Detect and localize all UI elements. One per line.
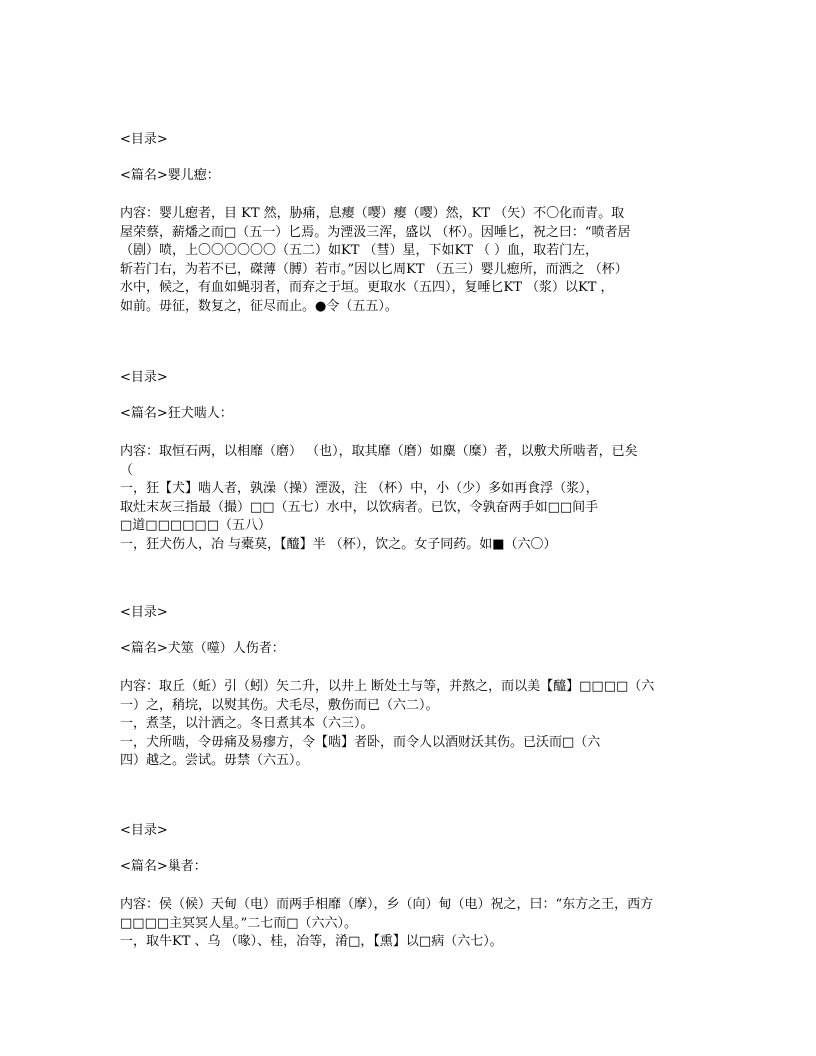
section-content [120, 443, 700, 554]
content-line: 四）越之。尝试。毋禁（六五）。 [120, 753, 309, 768]
content-line: 如前。毋征，数复之，征尽而止。●令（五五）。 [120, 298, 398, 314]
section-2 [120, 604, 700, 771]
content-line: 一，狂犬伤人，冶 与橐莫，【醯】半 （杯），饮之。女子同药。如■（六〇） [120, 536, 557, 552]
section-content [120, 205, 700, 316]
content-line: （ [120, 462, 134, 478]
content-line: 取灶末灰三指最（撮）□□（五七）水中，以饮病者。已饮，令孰奋两手如□□间手 [120, 499, 599, 515]
content-line: 一）之，稍垸，以熨其伤。犬毛尽，敷伤而已（六二）。 [120, 697, 439, 713]
toc-link[interactable]: <目录> [120, 605, 168, 620]
section-title: <篇名>巢者： [120, 859, 207, 874]
section-0 [120, 131, 700, 316]
content-line: 内容：取恒石两，以相靡（磨） （也），取其靡（磨）如麋（糜）者，以敷犬所啮者，已矣 [120, 444, 638, 459]
content-line: 内容：侯（候）天甸（电）而两手相靡（摩），乡（向）甸（电）祝之，曰：“东方之王，西方 [120, 897, 654, 912]
content-line: 一，狂【犬】啮人者，孰澡（操）湮汲，注 （杯）中，小（少）多如再食浮（浆）， [120, 481, 599, 496]
section-1 [120, 369, 700, 554]
content-line: □道□□□□□□（五八） [120, 518, 271, 533]
content-line: 一，煮茎，以汁洒之。冬日煮其本（六三）。 [120, 716, 374, 731]
toc-link[interactable]: <目录> [120, 370, 168, 385]
content-line: 一，取牛KT 、乌 （喙）、桂，冶等，淆□，【熏】以□病（六七）。 [120, 934, 503, 949]
content-line: 一，犬所啮，令毋痛及易瘳方，令【啮】者卧，而令人以酒财沃其伤。已沃而□（六 [120, 734, 601, 750]
section-title: <篇名>犬筮（噬）人伤者： [120, 641, 285, 656]
content-line: （剧）喷，上〇〇〇〇〇〇（五二）如KT （彗）星，下如KT （ ）血，取若门左， [120, 243, 599, 258]
section-content [120, 896, 700, 952]
content-line: 水中，候之，有血如蝇羽者，而弃之于垣。更取水（五四），复唾匕KT （浆）以KT ， [120, 280, 614, 295]
toc-link[interactable]: <目录> [120, 132, 168, 147]
section-title: <篇名>狂犬啮人： [120, 406, 233, 421]
content-line: 内容：婴儿瘛者，目 KT 然，胁痛，息瘿（嘤）瘿（嘤）然，KT （矢）不〇化而青。取 [120, 206, 625, 221]
section-3 [120, 822, 700, 952]
section-title: <篇名>婴儿瘛： [120, 168, 220, 183]
content-line: 屋荣蔡，薪燔之而□（五一）匕焉。为湮汲三浑，盛以 （杯）。因唾匕，祝之曰：“喷者居 [120, 224, 631, 240]
content-line: 斩若门右，为若不已，磔薄（膊）若市。”因以匕周KT （五三）婴儿瘛所，而洒之 （杯） [120, 261, 628, 277]
toc-link[interactable]: <目录> [120, 823, 168, 838]
content-line: □□□□主冥冥人星。”二七而□（六六）。 [120, 915, 358, 931]
content-line: 内容：取丘（蚯）引（蚓）矢二升，以井上 断处土与等，并熬之，而以美【醯】□□□□（六 [120, 679, 655, 694]
section-content [120, 678, 700, 771]
